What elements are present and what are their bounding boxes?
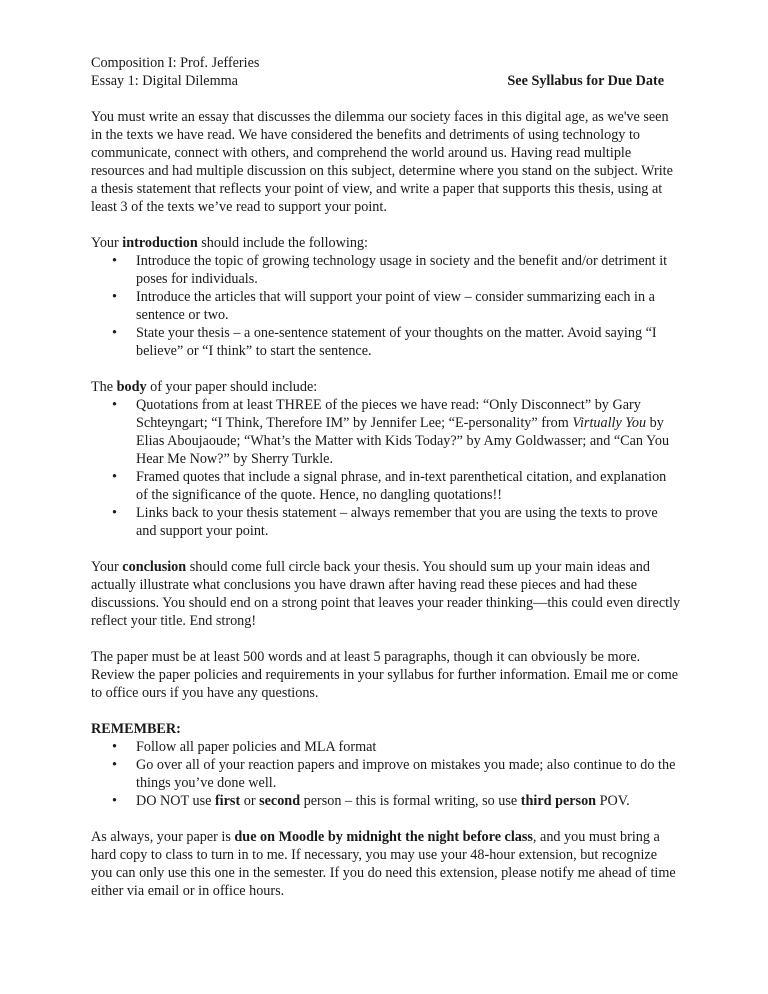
text-span: person – this is formal writing, so use xyxy=(300,793,521,809)
remember-list xyxy=(91,738,681,810)
due-date-note: See Syllabus for Due Date xyxy=(507,73,664,89)
remember-heading xyxy=(91,720,681,738)
list-item: • Introduce the topic of growing technology usage in society and the benefit and/or detriment it poses for individuals. xyxy=(136,252,681,288)
length-requirements-paragraph: The paper must be at least 500 words and at least 5 paragraphs, though it can obviously be more. Review the paper policies and requirements in your syllabus for further information. Email me or come to office ours if you have any questions. xyxy=(91,649,679,701)
essay-title-row xyxy=(91,72,681,90)
text-span: Your xyxy=(91,235,123,251)
text-span: Quotations from at least THREE of the pieces we have read: “Only Disconnect” by Gary Schteyngart; “I Think, Therefore IM” by Jennifer Lee; “E-personality” from xyxy=(136,397,641,431)
second-keyword: second xyxy=(259,793,301,809)
text-span: should include the following: xyxy=(197,235,368,251)
list-item: • Follow all paper policies and MLA format xyxy=(136,738,681,756)
essay-title: Essay 1: Digital Dilemma xyxy=(91,73,238,89)
text-span: by Elias Aboujaoude; “What’s the Matter with Kids Today?” by Amy Goldwasser; and “Can You Hear Me Now?” by Sherry Turkle. xyxy=(136,415,670,467)
text-span: , and you must bring a hard copy to class to turn in to me. If necessary, you may use your 48-hour extension, but recognize you can only use this one in the semester. If you do need this extension, please notify me ahead of time either via email or in office hours. xyxy=(91,829,676,899)
text-span: As always, your paper is xyxy=(91,829,235,845)
text-span: or xyxy=(240,793,260,809)
list-item: • Go over all of your reaction papers and improve on mistakes you made; also continue to do the things you’ve done well. xyxy=(136,756,681,792)
introduction-lead xyxy=(91,234,681,252)
course-title: Composition I: Prof. Jefferies xyxy=(91,55,260,71)
list-item: • Introduce the articles that will support your point of view – consider summarizing each in a sentence or two. xyxy=(136,288,681,324)
text-span: POV. xyxy=(596,793,630,809)
text-span: should come full circle back your thesis. You should sum up your main ideas and actually illustrate what conclusions you have drawn after having read these pieces and had these discussions. You should end on a strong point that leaves your reader thinking—this could even directly reflect your title. End strong! xyxy=(91,559,681,629)
body-keyword: body xyxy=(116,379,147,395)
introduction-keyword: introduction xyxy=(122,235,198,251)
text-span: of your paper should include: xyxy=(146,379,318,395)
text-span: The xyxy=(91,379,117,395)
text-span: Your xyxy=(91,559,123,575)
third-person-keyword: third person xyxy=(520,793,597,809)
conclusion-keyword: conclusion xyxy=(122,559,187,575)
body-lead xyxy=(91,378,681,396)
list-item: • Links back to your thesis statement – always remember that you are using the texts to prove and support your point. xyxy=(136,504,681,540)
list-item xyxy=(136,792,681,810)
conclusion-paragraph xyxy=(91,558,681,630)
book-title: Virtually You xyxy=(572,415,647,431)
body-list xyxy=(91,396,681,540)
list-item xyxy=(136,396,681,468)
deadline-keyword: due on Moodle by midnight the night before class xyxy=(234,829,533,845)
list-item: • Framed quotes that include a signal phrase, and in-text parenthetical citation, and explanation of the significance of the quote. Hence, no dangling quotations!! xyxy=(136,468,681,504)
remember-heading-text: REMEMBER: xyxy=(91,721,181,737)
closing-paragraph xyxy=(91,828,681,900)
first-keyword: first xyxy=(214,793,241,809)
introduction-list xyxy=(91,252,681,360)
text-span: DO NOT use xyxy=(136,793,215,809)
assignment-overview-paragraph: You must write an essay that discusses the dilemma our society faces in this digital age, as we've seen in the texts we have read. We have considered the benefits and detriments of using technology to communicate, connect with others, and comprehend the world around us. Having read multiple resources and had multiple discussion on this subject, determine where you stand on the subject. Write a thesis statement that reflects your point of view, and write a paper that supports this thesis, using at least 3 of the texts we’ve read to support your point. xyxy=(91,109,673,215)
list-item: • State your thesis – a one-sentence statement of your thoughts on the matter. Avoid saying “I believe” or “I think” to start the sentence. xyxy=(136,324,681,360)
assignment-document xyxy=(91,54,681,900)
